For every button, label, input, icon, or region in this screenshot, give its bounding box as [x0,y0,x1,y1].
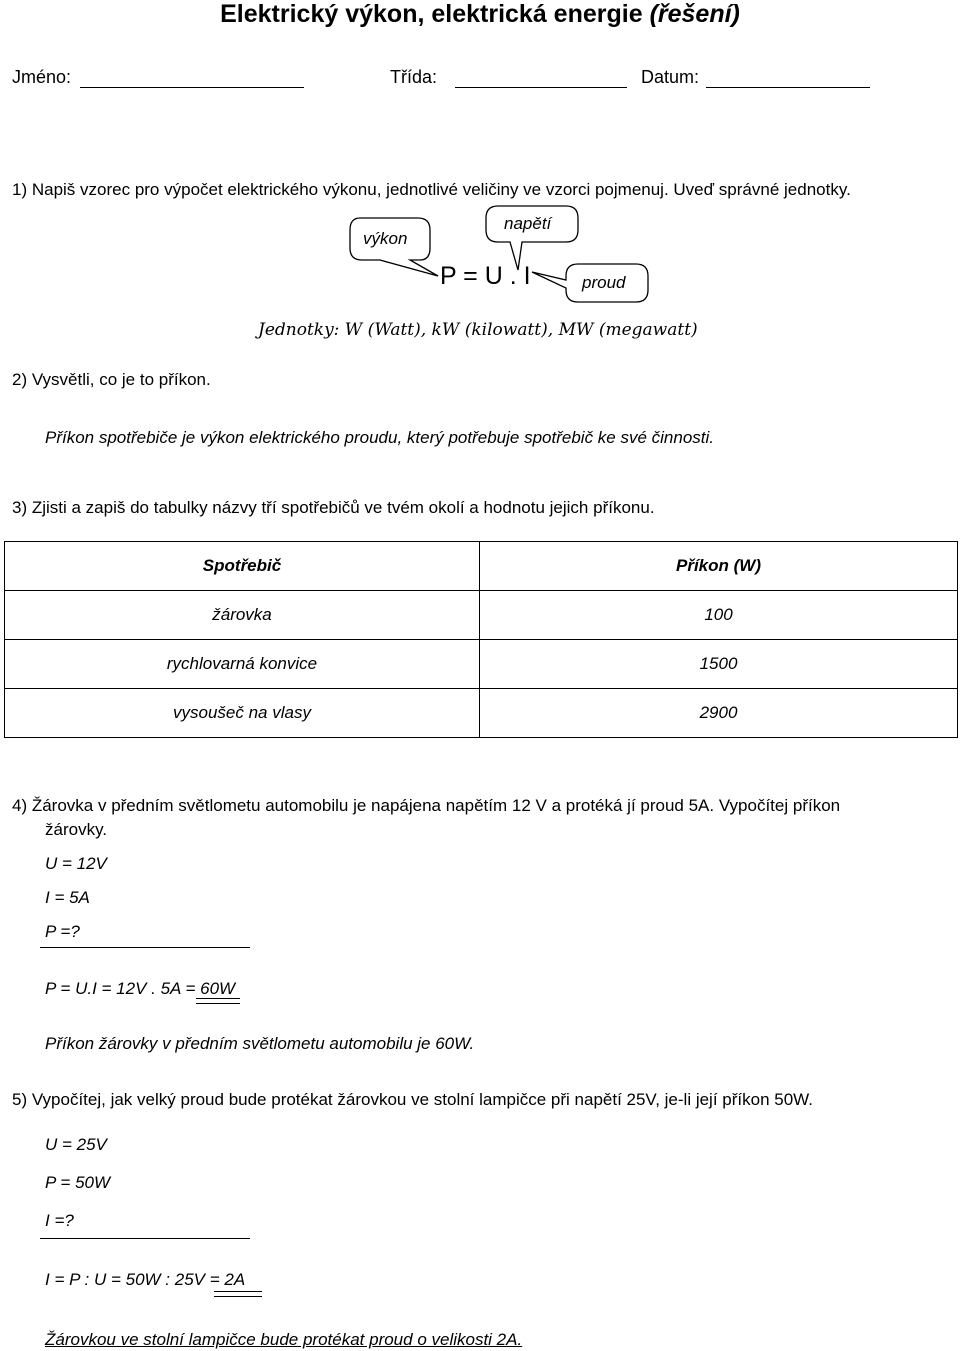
q4-result-double-underline [196,998,240,1004]
table-cell: 100 [480,591,958,640]
bubble-vykon-label: výkon [363,229,408,248]
q4-given-u: U = 12V [45,854,107,873]
q5-calc-prefix: I = P : U = 50W : 25V = [45,1270,225,1289]
title-main: Elektrický výkon, elektrická energie [220,0,643,28]
table-cell: žárovka [5,591,480,640]
answer-2: Příkon spotřebiče je výkon elektrického proudu, který potřebuje spotřebič ke své činnosti. [45,428,715,447]
question-4-line2: žárovky. [45,820,108,839]
units-text: Jednotky: W (Watt), kW (kilowatt), MW (megawatt) [258,320,698,340]
q4-given-i: I = 5A [45,888,90,907]
table-cell: rychlovarná konvice [5,640,480,689]
q4-calculation [45,979,235,999]
q5-calc-result: 2A [224,1270,246,1289]
bubble-proud-label: proud [582,273,626,292]
page-title [0,0,960,29]
answer-4: Příkon žárovky v předním světlometu automobilu je 60W. [45,1034,475,1053]
table-cell: 1500 [480,640,958,689]
q5-result-double-underline [214,1291,262,1297]
q4-calc-prefix: P = U.I = 12V . 5A = [45,979,201,998]
name-label: Jméno: [12,67,72,87]
q5-calculation [45,1270,245,1290]
formula-bubbles [340,200,660,310]
table-header-row [5,542,958,591]
title-italic: (řešení) [649,0,740,28]
class-field-line[interactable] [455,87,627,88]
date-field-line[interactable] [706,87,870,88]
question-1: 1) Napiš vzorec pro výpočet elektrického výkonu, jednotlivé veličiny ve vzorci pojmenuj. Uveď správné jednotky. [12,180,851,199]
table-row [5,689,958,738]
table-row [5,591,958,640]
answer-5: Žárovkou ve stolní lampičce bude protékat proud o velikosti 2A. [45,1330,523,1349]
q4-given-p: P =? [45,922,80,941]
name-field-line[interactable] [80,87,304,88]
table-cell: 2900 [480,689,958,738]
table-header-cell: Příkon (W) [480,542,958,591]
class-label: Třída: [390,67,438,87]
date-label: Datum: [641,67,700,87]
question-5: 5) Vypočítej, jak velký proud bude protékat žárovkou ve stolní lampičce při napětí 25V, je-li její příkon 50W. [12,1090,813,1109]
table-cell: vysoušeč na vlasy [5,689,480,738]
q5-given-p: P = 50W [45,1173,111,1192]
question-2: 2) Vysvětli, co je to příkon. [12,370,211,389]
q5-given-i: I =? [45,1211,74,1230]
bubble-napeti-label: napětí [504,214,552,233]
table-header-cell: Spotřebič [5,542,480,591]
question-4-line1: 4) Žárovka v předním světlometu automobilu je napájena napětím 12 V a protéká jí proud 5A. Vypočítej příkon [12,796,841,815]
q5-given-u: U = 25V [45,1135,107,1154]
q4-calc-result: 60W [200,979,236,998]
q4-given-separator [40,947,250,948]
appliance-table [4,541,958,738]
question-3: 3) Zjisti a zapiš do tabulky názvy tří spotřebičů ve tvém okolí a hodnotu jejich příkonu. [12,498,655,517]
table-row [5,640,958,689]
power-formula: P = U . I [440,262,531,290]
q5-given-separator [40,1238,250,1239]
